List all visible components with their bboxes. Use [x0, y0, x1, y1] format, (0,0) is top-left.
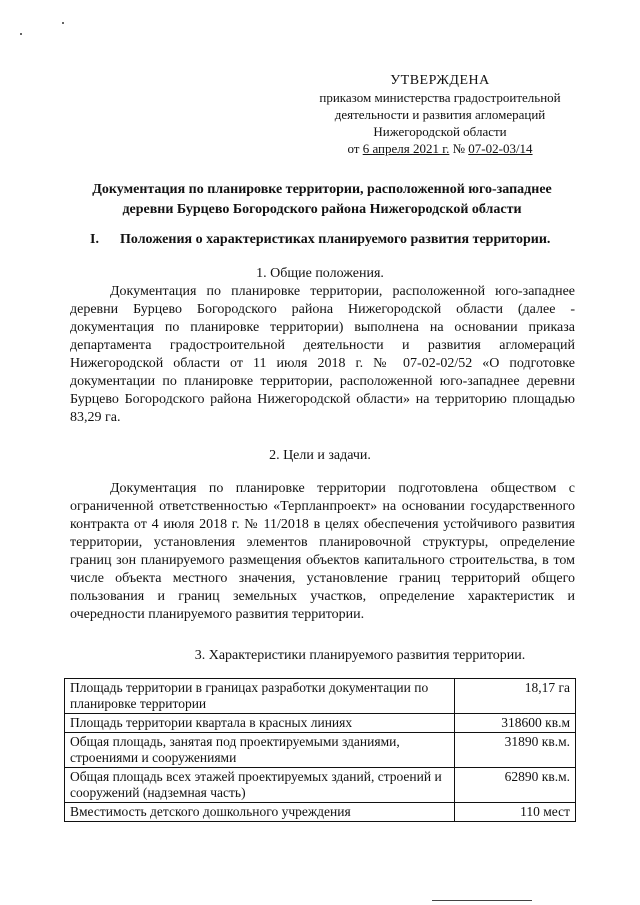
approval-line: деятельности и развития агломераций — [334, 107, 546, 122]
table-cell-value: 318600 кв.м — [455, 714, 576, 733]
subsection-heading: 3. Характеристики планируемого развития территории. — [194, 648, 526, 663]
approval-number-prefix: № — [452, 141, 466, 156]
scan-speck — [20, 33, 22, 35]
table-cell-label: Вместимость детского дошкольного учреждения — [65, 803, 455, 822]
approval-line: Нижегородской области — [373, 124, 507, 139]
section-heading — [90, 232, 590, 248]
table-row — [65, 733, 576, 768]
section-title: Положения о характеристиках планируемого развития территории. — [120, 232, 551, 247]
subsection-heading: 1. Общие положения. — [256, 266, 384, 281]
document-title-line: деревни Бурцево Богородского района Нижегородской области — [122, 202, 522, 217]
section-number: I. — [90, 232, 99, 247]
table-cell-value: 110 мест — [455, 803, 576, 822]
paragraph: Документация по планировке территории, расположенной юго-западнее деревни Бурцево Богородского района Нижегородской области (далее - документация по планировке территории) выполнена на основании приказа департамента градостроительной деятельности и развития агломераций Нижегородской области от 11 июля 2018 г. № 07-02-02/52 «О подготовке документации по планировке территории, расположенной юго-западнее деревни Бурцево Богородского района Нижегородской области» на территорию площадью 83,29 га. — [70, 284, 575, 425]
approval-stamp — [300, 72, 580, 157]
table-cell-value: 18,17 га — [455, 679, 576, 714]
approval-title: УТВЕРЖДЕНА — [390, 73, 490, 88]
document-title — [62, 180, 582, 220]
table-cell-label: Общая площадь, занятая под проектируемыми зданиями, строениями и сооружениями — [65, 733, 455, 768]
paragraph: Документация по планировке территории подготовлена обществом с ограниченной ответственностью «Терпланпроект» на основании государственного контракта от 4 июля 2018 г. № 11/2018 в целях обеспечения устойчивого развития территории, установления элементов планировочной структуры, определение границ зон планируемого размещения объектов капитального строительства, в том числе объекта местного значения, установление границ территорий общего пользования и границ земельных участков, определение характеристик и очередности планируемого развития территории. — [70, 481, 575, 622]
approval-line: приказом министерства градостроительной — [319, 90, 561, 105]
approval-date-prefix: от — [347, 141, 360, 156]
table-row — [65, 679, 576, 714]
table-cell-label: Площадь территории в границах разработки документации по планировке территории — [65, 679, 455, 714]
document-title-line: Документация по планировке территории, расположенной юго-западнее — [92, 182, 552, 197]
table-cell-label: Общая площадь всех этажей проектируемых зданий, строений и сооружений (надземная часть) — [65, 768, 455, 803]
approval-number: 07-02-03/14 — [468, 141, 533, 156]
approval-date: 6 апреля 2021 г. — [362, 141, 450, 156]
scan-speck — [62, 22, 64, 24]
characteristics-table — [64, 678, 576, 822]
table-row — [65, 803, 576, 822]
table-cell-value: 31890 кв.м. — [455, 733, 576, 768]
table-row — [65, 714, 576, 733]
approval-date-line — [300, 140, 580, 157]
table-cell-value: 62890 кв.м. — [455, 768, 576, 803]
footer-line — [432, 900, 532, 901]
table-row — [65, 768, 576, 803]
subsection-heading: 2. Цели и задачи. — [269, 448, 371, 463]
table-cell-label: Площадь территории квартала в красных линиях — [65, 714, 455, 733]
